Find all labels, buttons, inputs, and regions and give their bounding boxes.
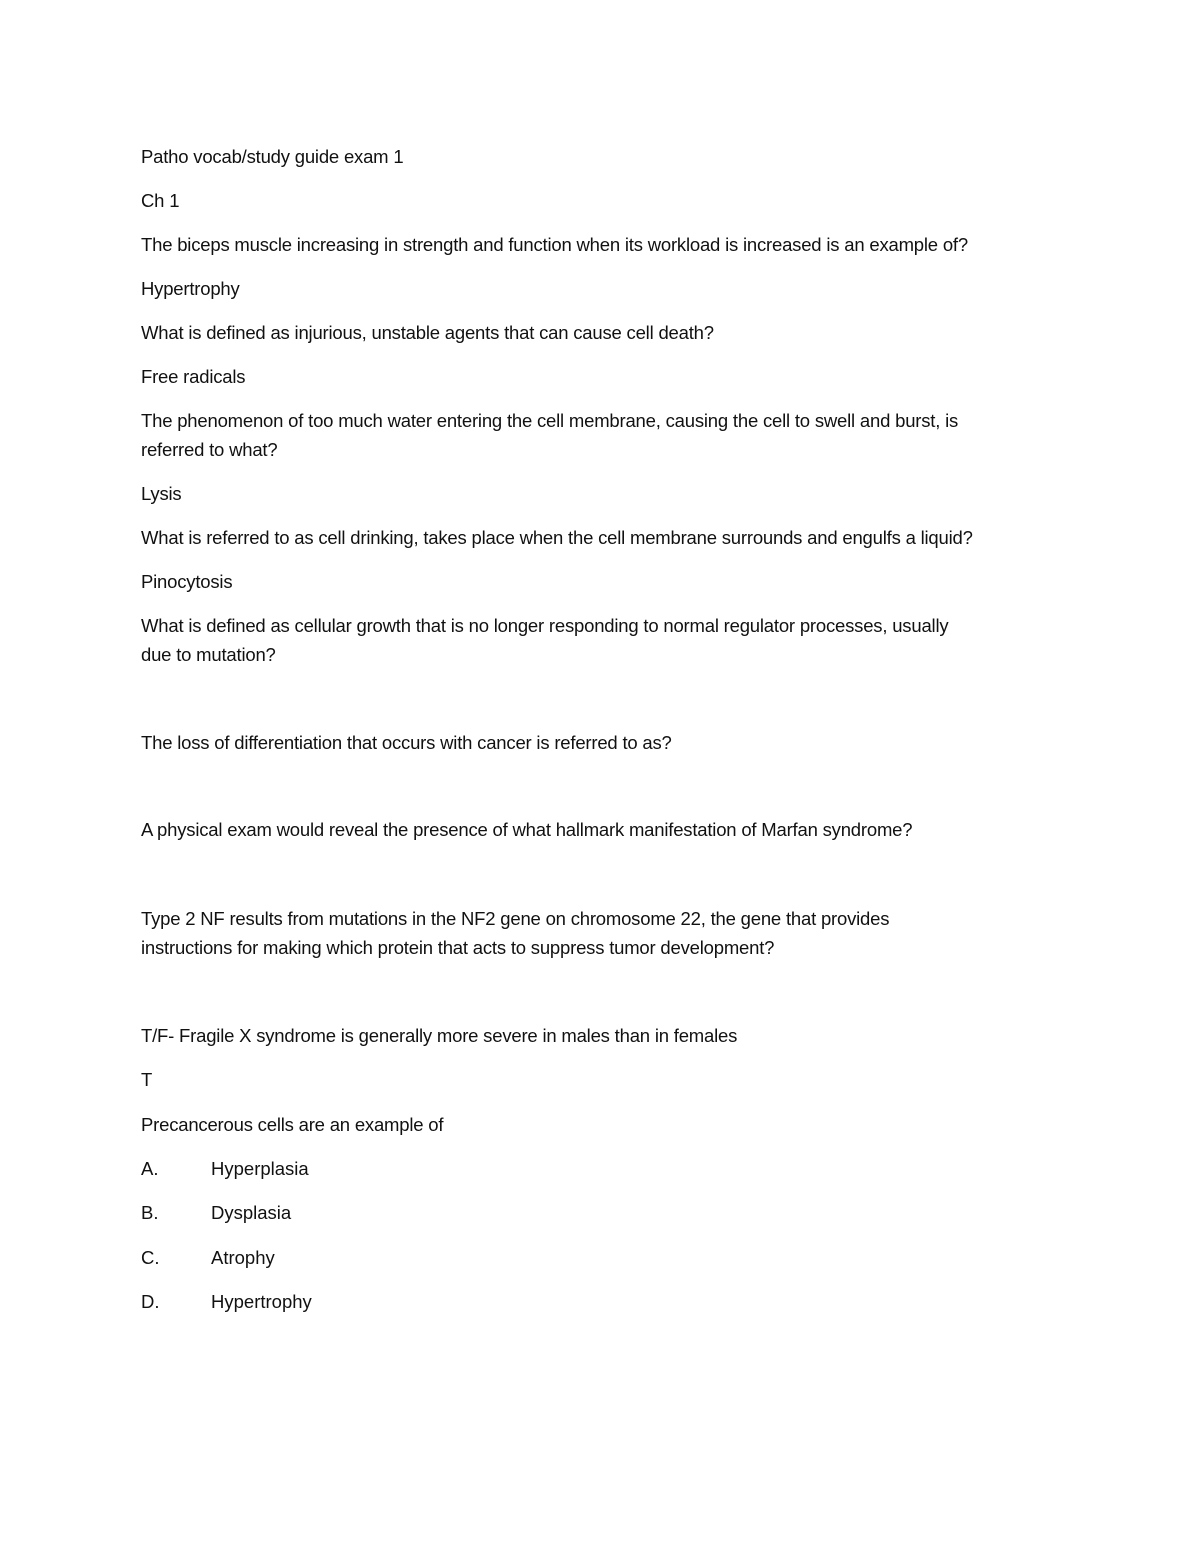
question-7: A physical exam would reveal the presence of what hallmark manifestation of Marfan syndrome?	[141, 819, 913, 840]
question-9: T/F- Fragile X syndrome is generally more severe in males than in females	[141, 1025, 738, 1046]
answer-2: Free radicals	[141, 366, 246, 387]
option-text: Atrophy	[211, 1247, 275, 1268]
option-letter: B.	[141, 1202, 159, 1223]
option-text: Hyperplasia	[211, 1158, 309, 1179]
question-3-line-1: The phenomenon of too much water entering the cell membrane, causing the cell to swell and burst, is	[141, 410, 959, 431]
option-text: Dysplasia	[211, 1202, 292, 1223]
question-1: The biceps muscle increasing in strength and function when its workload is increased is an example of?	[141, 234, 968, 255]
answer-3: Lysis	[141, 483, 182, 504]
answer-9: T	[141, 1069, 153, 1090]
question-5-line-1: What is defined as cellular growth that is no longer responding to normal regulator processes, usually	[141, 615, 949, 636]
answer-4: Pinocytosis	[141, 571, 233, 592]
chapter-heading: Ch 1	[141, 190, 180, 211]
question-8-line-2: instructions for making which protein that acts to suppress tumor development?	[141, 937, 775, 958]
option-letter: C.	[141, 1247, 160, 1268]
option-letter: D.	[141, 1291, 160, 1312]
question-8-line-1: Type 2 NF results from mutations in the NF2 gene on chromosome 22, the gene that provides	[141, 908, 890, 929]
question-10: Precancerous cells are an example of	[141, 1114, 444, 1135]
question-3-line-2: referred to what?	[141, 439, 278, 460]
option-text: Hypertrophy	[211, 1291, 312, 1312]
question-4: What is referred to as cell drinking, takes place when the cell membrane surrounds and engulfs a liquid?	[141, 527, 973, 548]
document-title: Patho vocab/study guide exam 1	[141, 146, 404, 167]
answer-1: Hypertrophy	[141, 278, 240, 299]
question-6: The loss of differentiation that occurs with cancer is referred to as?	[141, 732, 672, 753]
option-letter: A.	[141, 1158, 159, 1179]
question-2: What is defined as injurious, unstable agents that can cause cell death?	[141, 322, 714, 343]
question-5-line-2: due to mutation?	[141, 644, 276, 665]
